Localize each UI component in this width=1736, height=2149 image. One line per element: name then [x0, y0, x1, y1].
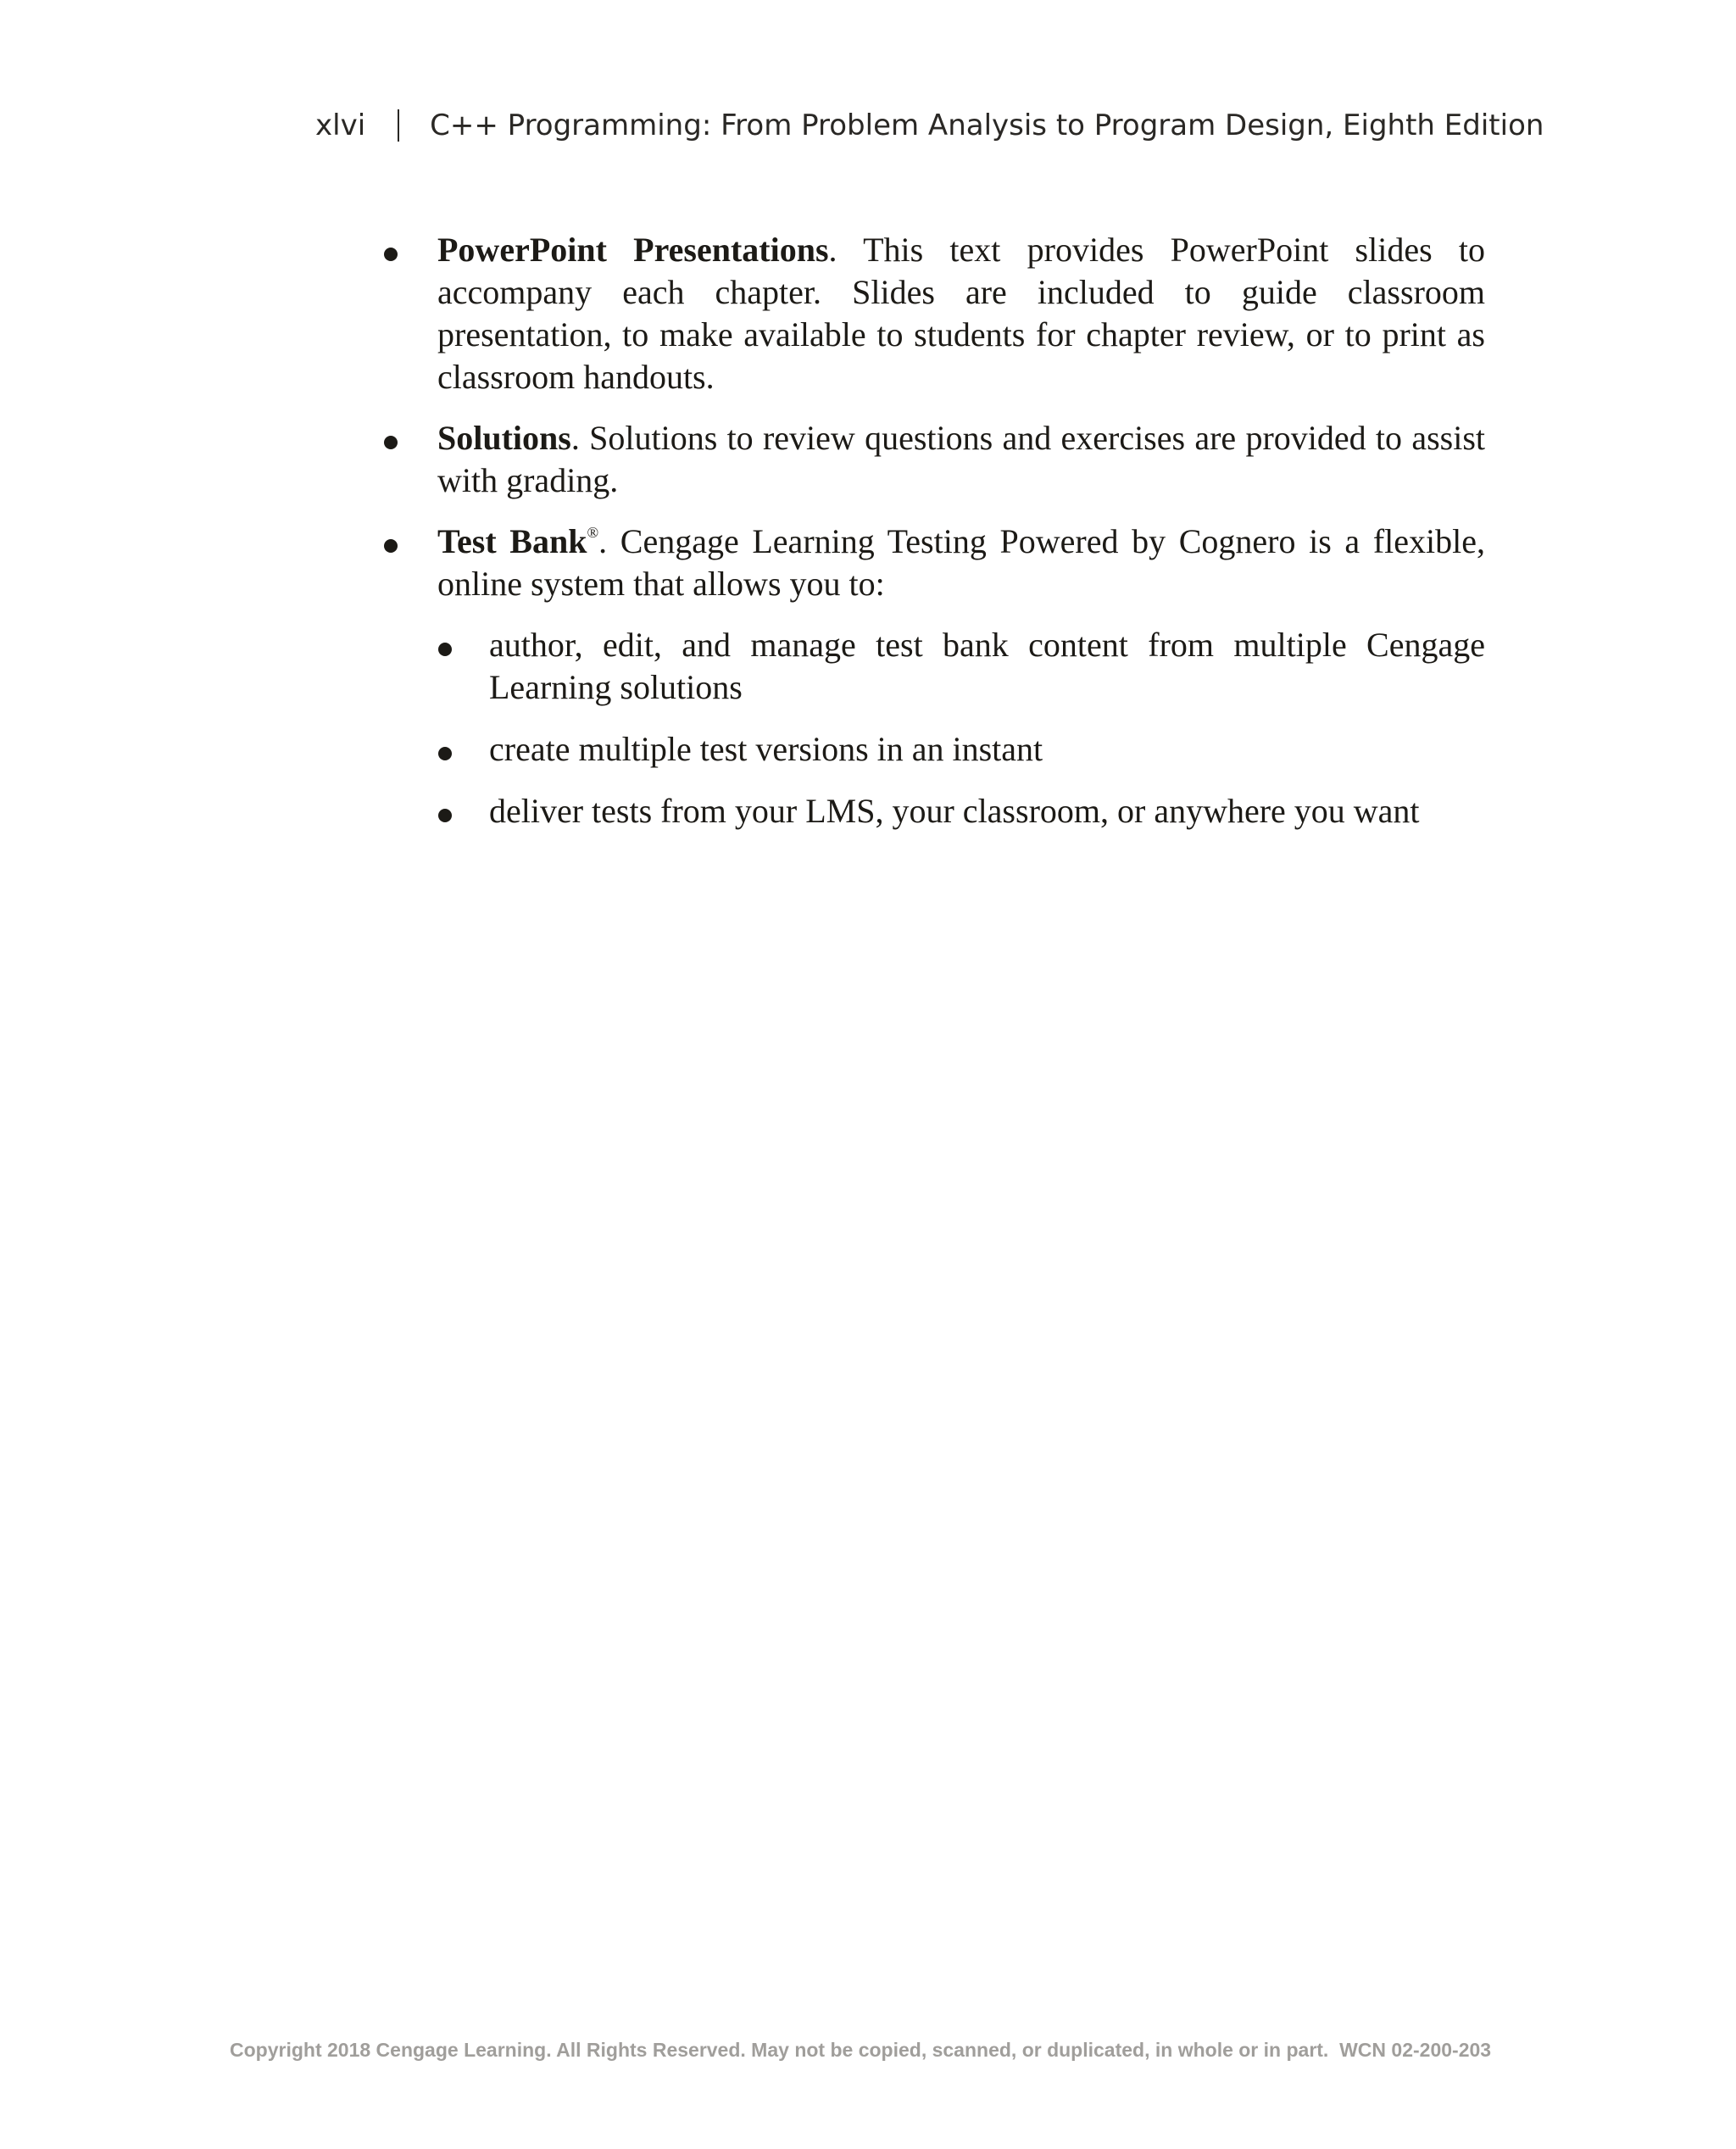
list-item-test-bank — [437, 521, 1485, 605]
book-title: C++ Programming: From Problem Analysis to Program Design, Eighth Edition — [430, 109, 1544, 142]
sublist-item-create — [489, 728, 1485, 771]
list-item-powerpoint — [437, 229, 1485, 398]
bullet-icon — [438, 809, 452, 822]
item-text: . Solutions to review questions and exercises are provided to assist with grading. — [437, 419, 1485, 499]
list-item-solutions — [437, 417, 1485, 502]
item-term: Test Bank — [437, 522, 587, 560]
sublist-item-deliver — [489, 790, 1485, 832]
copyright-footer: Copyright 2018 Cengage Learning. All Rights Reserved. May not be copied, scanned, or duplicated, in whole or in part. WCN 02-200-203 — [230, 2039, 1492, 2061]
registered-mark: ® — [587, 524, 599, 541]
item-text: . This text provides PowerPoint slides to accompany each chapter. Slides are included to guide classroom presentation, to make available to students for chapter review, or to print as classroom handouts. — [437, 231, 1486, 396]
subitem-text: create multiple test versions in an instant — [489, 730, 1043, 768]
item-term: PowerPoint Presentations — [437, 231, 829, 269]
item-text: . Cengage Learning Testing Powered by Cognero is a flexible, online system that allows you to: — [437, 522, 1485, 603]
running-head — [315, 109, 1544, 142]
bullet-icon — [384, 539, 398, 553]
subitem-text: author, edit, and manage test bank content from multiple Cengage Learning solutions — [489, 626, 1485, 706]
bullet-icon — [438, 747, 452, 760]
bullet-icon — [384, 436, 398, 449]
header-divider — [398, 109, 399, 142]
subitem-text: deliver tests from your LMS, your classroom, or anywhere you want — [489, 792, 1420, 830]
bullet-icon — [438, 643, 452, 656]
item-term: Solutions — [437, 419, 571, 457]
bullet-icon — [384, 248, 398, 261]
page-number: xlvi — [315, 109, 366, 142]
sublist-item-author — [489, 624, 1485, 709]
